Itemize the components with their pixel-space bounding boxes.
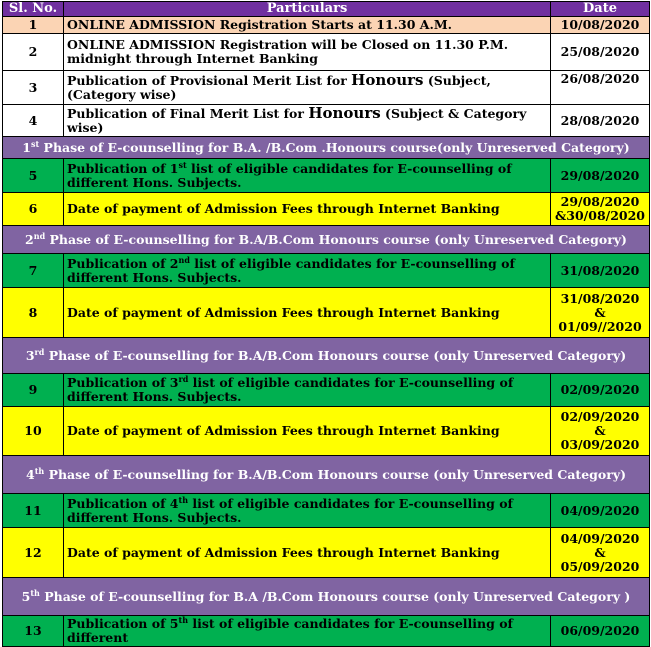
text-post: list of eligible candidates for E-counselling of different (67, 616, 513, 645)
table-row (3, 34, 650, 71)
text-pre: Publication of 3 (67, 375, 179, 390)
date-line: 03/09/2020 (560, 437, 640, 452)
row-date (551, 407, 650, 456)
date-line: 31/08/2020 (560, 290, 640, 306)
row-date: 02/09/2020 (551, 374, 650, 407)
row-date: 28/08/2020 (551, 105, 650, 137)
table-row (3, 616, 650, 647)
row-date: 31/08/2020 (551, 254, 650, 288)
honours-word: Honours (308, 104, 381, 122)
phase-text: Phase of E-counselling for B.A/B.Com Honours course (only Unreserved Category) (44, 466, 626, 482)
phase-number: 1 (22, 139, 31, 155)
phase-title (3, 456, 650, 494)
date-line: & (594, 304, 606, 320)
table-row (3, 528, 650, 578)
date-line: & (594, 423, 606, 438)
row-sl: 9 (3, 374, 64, 407)
table-row (3, 17, 650, 34)
row-particulars (64, 159, 551, 193)
row-particulars: ONLINE ADMISSION Registration Starts at 11.30 A.M. (64, 17, 551, 34)
phase-number: 3 (25, 347, 35, 363)
schedule-table (2, 1, 650, 647)
phase-row (3, 578, 650, 616)
table-row (3, 254, 650, 288)
row-sl: 5 (3, 159, 64, 193)
phase-suffix: rd (34, 346, 45, 357)
row-particulars (64, 254, 551, 288)
date-line: 05/09/2020 (560, 558, 640, 574)
phase-suffix: nd (33, 230, 46, 241)
phase-text: Phase of E-counselling for B.A. /B.Com .Honours course(only Unreserved Category) (39, 139, 630, 155)
phase-row (3, 226, 650, 254)
date-line: & (594, 544, 606, 560)
table-row (3, 288, 650, 338)
row-sl: 10 (3, 407, 64, 456)
text-post: list of eligible candidates for E-counselling of different Hons. Subjects. (67, 495, 513, 525)
text-pre: Publication of 1 (67, 160, 179, 176)
row-date: 04/09/2020 (551, 494, 650, 528)
phase-title (3, 226, 650, 254)
row-sl: 11 (3, 494, 64, 528)
row-date: 25/08/2020 (551, 34, 650, 71)
text-pre: Publication of 2 (67, 255, 179, 271)
row-particulars: ONLINE ADMISSION Registration will be Closed on 11.30 P.M. midnight through Internet Banking (64, 34, 551, 71)
phase-row (3, 338, 650, 374)
table-row (3, 193, 650, 226)
text-post: (Subject & Category wise) (67, 106, 527, 135)
honours-word: Honours (351, 71, 424, 89)
row-particulars (64, 494, 551, 528)
row-date (551, 193, 650, 226)
date-line: 29/08/2020 (560, 194, 640, 209)
text-pre: Publication of Final Merit List for (67, 106, 309, 121)
row-date (551, 288, 650, 338)
date-line: 01/09//2020 (558, 318, 642, 334)
phase-title (3, 578, 650, 616)
row-particulars (64, 616, 551, 647)
row-sl: 6 (3, 193, 64, 226)
phase-text: Phase of E-counselling for B.A /B.Com Honours course (only Unreserved Category ) (39, 588, 631, 604)
phase-row (3, 137, 650, 159)
phase-number: 4 (26, 466, 35, 482)
phase-text: Phase of E-counselling for B.A/B.Com Honours course (only Unreserved Category) (45, 231, 627, 247)
phase-suffix: st (31, 138, 40, 149)
text-pre: Publication of 5 (67, 616, 179, 631)
row-sl: 3 (3, 71, 64, 105)
row-sl: 1 (3, 17, 64, 34)
row-particulars: Date of payment of Admission Fees through Internet Banking (64, 528, 551, 578)
text-post: list of eligible candidates for E-counselling of different Hons. Subjects. (67, 255, 515, 285)
row-particulars: Date of payment of Admission Fees through Internet Banking (64, 407, 551, 456)
row-particulars: Date of payment of Admission Fees through Internet Banking (64, 193, 551, 226)
row-sl: 13 (3, 616, 64, 647)
ordinal-suffix: rd (178, 373, 189, 384)
row-particulars: Date of payment of Admission Fees through Internet Banking (64, 288, 551, 338)
header-sl: Sl. No. (3, 2, 64, 17)
phase-text: Phase of E-counselling for B.A/B.Com Honours course (only Unreserved Category) (44, 347, 627, 363)
row-date: 26/08/2020 (551, 71, 650, 105)
table-row (3, 494, 650, 528)
row-particulars (64, 374, 551, 407)
row-sl: 2 (3, 34, 64, 71)
row-date: 06/09/2020 (551, 616, 650, 647)
text-post: list of eligible candidates for E-counselling of different Hons. Subjects. (67, 375, 514, 404)
header-row (3, 2, 650, 17)
row-sl: 12 (3, 528, 64, 578)
text-pre: Publication of Provisional Merit List for (67, 73, 352, 88)
phase-suffix: th (34, 465, 45, 476)
row-sl: 7 (3, 254, 64, 288)
date-line: 02/09/2020 (560, 409, 640, 424)
row-date: 29/08/2020 (551, 159, 650, 193)
phase-row (3, 456, 650, 494)
ordinal-suffix: th (178, 615, 189, 625)
row-particulars (64, 71, 551, 105)
header-date: Date (551, 2, 650, 17)
ordinal-suffix: nd (178, 254, 190, 265)
row-date (551, 528, 650, 578)
row-sl: 8 (3, 288, 64, 338)
table-row (3, 105, 650, 137)
phase-number: 5 (21, 588, 31, 604)
phase-title (3, 137, 650, 159)
table-row (3, 374, 650, 407)
table-row (3, 407, 650, 456)
date-line: &30/08/2020 (555, 208, 645, 223)
ordinal-suffix: th (178, 494, 189, 505)
text-post: (Subject, (Category wise) (67, 73, 491, 102)
phase-suffix: th (30, 587, 40, 598)
table-row (3, 71, 650, 105)
phase-title (3, 338, 650, 374)
row-date: 10/08/2020 (551, 17, 650, 34)
phase-number: 2 (25, 231, 34, 247)
table-row (3, 159, 650, 193)
row-sl: 4 (3, 105, 64, 137)
ordinal-suffix: st (178, 159, 187, 170)
header-particulars: Particulars (64, 2, 551, 17)
date-line: 04/09/2020 (560, 530, 640, 546)
row-particulars (64, 105, 551, 137)
text-pre: Publication of 4 (67, 495, 179, 511)
text-post: list of eligible candidates for E-counselling of different Hons. Subjects. (67, 160, 512, 190)
